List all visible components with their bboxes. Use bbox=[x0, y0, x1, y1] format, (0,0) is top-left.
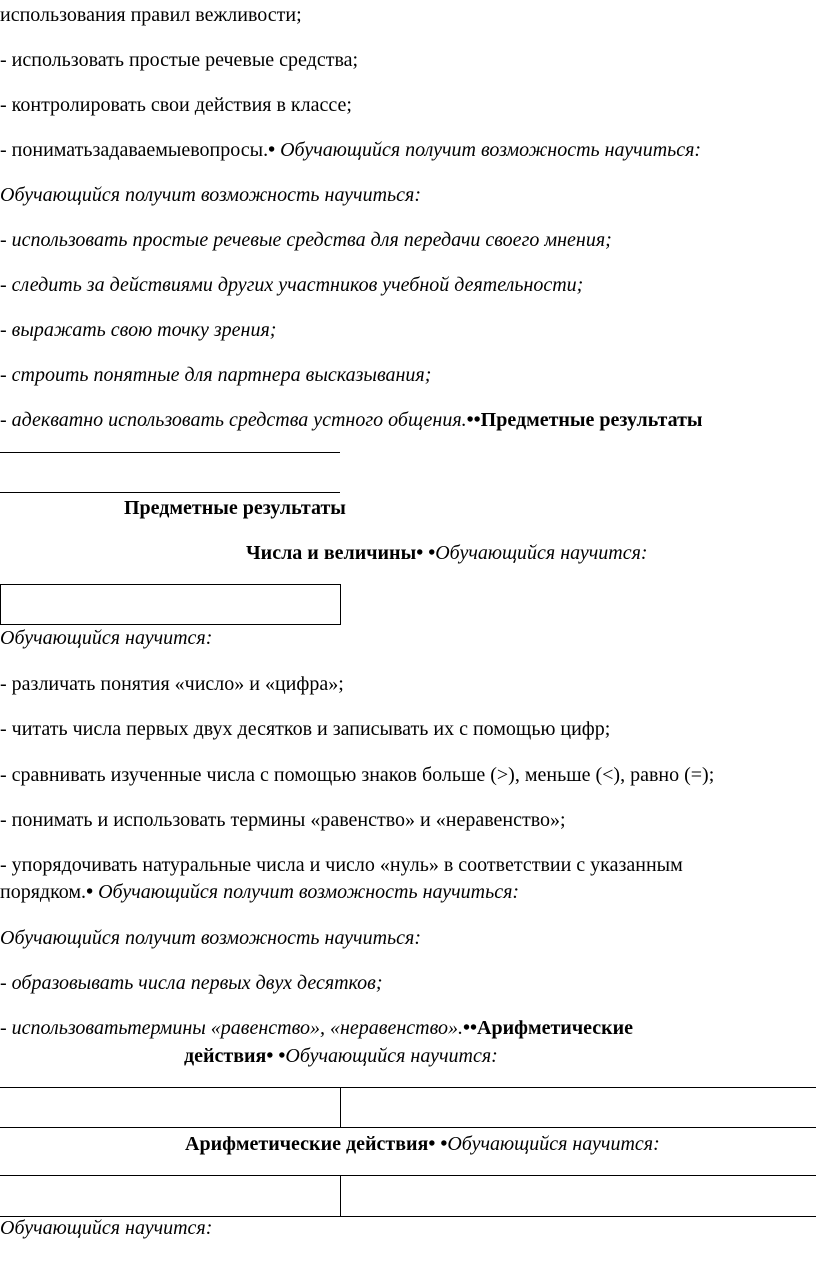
text-line: использования правил вежливости; bbox=[0, 4, 302, 26]
text-fragment: - адекватно использовать средства устного общения. bbox=[0, 409, 467, 431]
text-fragment: Обучающийся научится: bbox=[435, 542, 648, 564]
table-border bbox=[0, 1127, 816, 1128]
text-fragment: Обучающийся получит возможность научиться: bbox=[280, 139, 702, 161]
text-fragment: - пониматьзадаваемыевопросы. bbox=[0, 139, 269, 161]
text-fragment: Обучающийся научится: bbox=[447, 1133, 660, 1155]
text-line: - использовать простые речевые средства для передачи своего мнения; bbox=[0, 229, 612, 251]
subsection-heading bbox=[246, 541, 648, 565]
table-border bbox=[0, 1087, 816, 1088]
bullet: • bbox=[86, 881, 94, 903]
bullet: • • bbox=[266, 1045, 286, 1067]
text-line: - понимать и использовать термины «равенство» и «неравенство»; bbox=[0, 809, 566, 831]
text-fragment: Арифметические bbox=[477, 1017, 634, 1039]
text-line: - упорядочивать натуральные числа и число «нуль» в соответствии с указанным bbox=[0, 854, 683, 876]
text-line bbox=[0, 408, 703, 432]
section-heading: Предметные результаты bbox=[124, 497, 346, 519]
text-line bbox=[0, 1016, 633, 1040]
text-fragment: Предметные результаты bbox=[480, 409, 703, 431]
bullet: • • bbox=[428, 1133, 448, 1155]
text-line: - читать числа первых двух десятков и записывать их с помощью цифр; bbox=[0, 718, 611, 740]
table-border bbox=[0, 1175, 816, 1176]
text-fragment: Арифметические действия bbox=[185, 1133, 429, 1155]
bullet: • • bbox=[416, 542, 436, 564]
text-fragment: Обучающийся научится: bbox=[285, 1045, 498, 1067]
text-line: - различать понятия «число» и «цифра»; bbox=[0, 673, 344, 695]
subsection-heading bbox=[185, 1132, 660, 1156]
text-fragment: - использоватьтермины «равенство», «неравенство». bbox=[0, 1017, 464, 1039]
bullet: •• bbox=[463, 1017, 478, 1039]
text-line: - строить понятные для партнера высказывания; bbox=[0, 364, 432, 386]
text-line: - сравнивать изученные числа с помощью знаков больше (>), меньше (<), равно (=); bbox=[0, 764, 715, 786]
bullet: •• bbox=[466, 409, 481, 431]
divider bbox=[0, 492, 340, 493]
text-line bbox=[184, 1044, 498, 1068]
bullet: • bbox=[268, 139, 276, 161]
table-border bbox=[340, 1087, 341, 1127]
text-line bbox=[0, 138, 701, 162]
text-fragment: порядком. bbox=[0, 881, 87, 903]
text-line bbox=[0, 880, 519, 904]
text-line: - выражать свою точку зрения; bbox=[0, 319, 277, 341]
text-fragment: Обучающийся получит возможность научиться: bbox=[98, 881, 520, 903]
text-line: - использовать простые речевые средства; bbox=[0, 49, 359, 71]
text-fragment: Числа и величины bbox=[246, 542, 417, 564]
table-border bbox=[340, 1175, 341, 1216]
text-fragment: действия bbox=[184, 1045, 267, 1067]
text-line: - следить за действиями других участников учебной деятельности; bbox=[0, 274, 584, 296]
text-line: - образовывать числа первых двух десятков; bbox=[0, 972, 383, 994]
text-line: Обучающийся получит возможность научиться: bbox=[0, 927, 421, 949]
table-cell bbox=[0, 584, 341, 625]
text-line: - контролировать свои действия в классе; bbox=[0, 94, 352, 116]
text-line: Обучающийся получит возможность научиться: bbox=[0, 184, 421, 206]
text-line: Обучающийся научится: bbox=[0, 1217, 213, 1239]
text-line: Обучающийся научится: bbox=[0, 627, 213, 649]
divider bbox=[0, 452, 340, 453]
